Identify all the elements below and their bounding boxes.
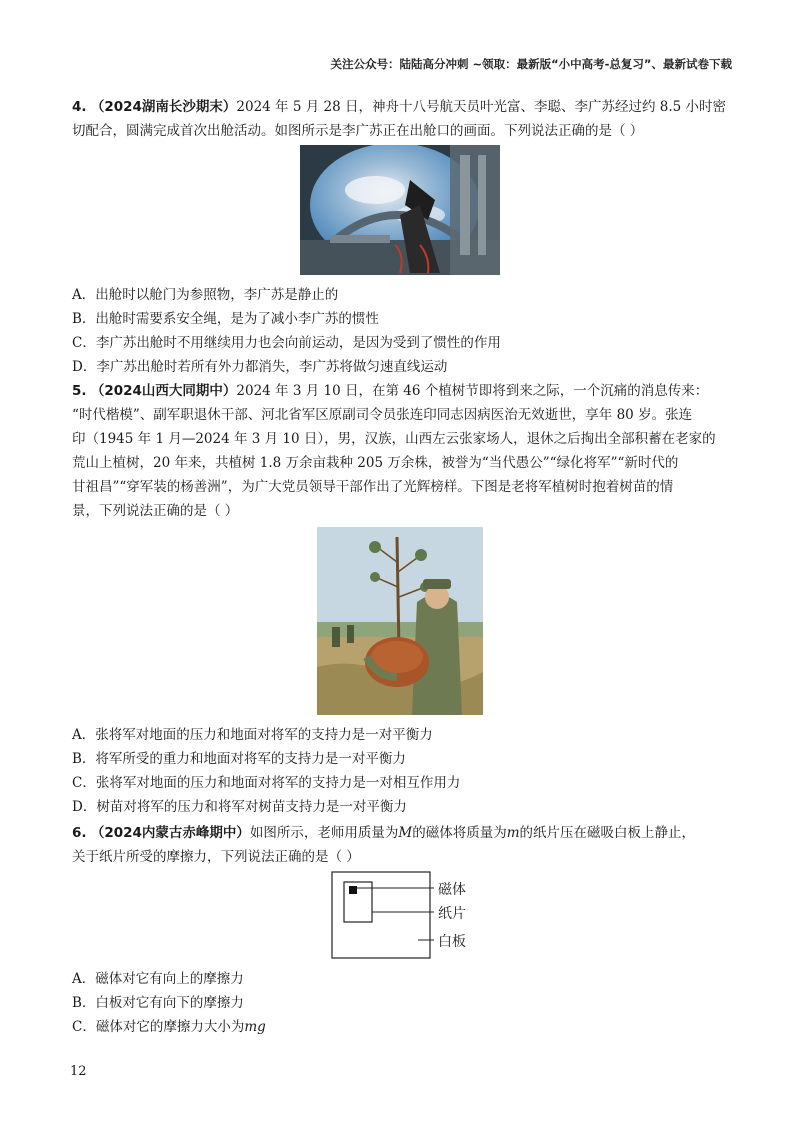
q6-source: （2024内蒙古赤峰期中） [90, 825, 250, 841]
q4-option-d[interactable]: D．李广苏出舱时若所有外力都消失，李广苏将做匀速直线运动 [72, 359, 448, 375]
q6-text-1b: 的磁体将质量为 [412, 825, 507, 841]
q5-option-b[interactable]: B．将军所受的重力和地面对将军的支持力是一对平衡力 [72, 751, 406, 767]
q5-number: 5. [72, 383, 87, 399]
q5-text-1: 2024 年 3 月 10 日，在第 46 个植树节即将到来之际，一个沉痛的消息传来： [236, 383, 709, 399]
q5-stem-line4: 荒山上植树，20 年来，共植树 1.8 万余亩栽种 205 万余株，被誉为“当代愚公”“绿化将军”“新时代的 [72, 455, 679, 471]
page-header: 关注公众号：陆陆高分冲刺 ~领取：最新版“小中高考-总复习”、最新试卷下载 [330, 57, 732, 71]
q5-stem-line3: 印（1945 年 1 月—2024 年 3 月 10 日），男，汉族，山西左云张家场人，退休之后掏出全部积蓄在老家的 [72, 431, 716, 447]
q5-stem-line2: “时代楷模”、副军职退休干部、河北省军区原副司令员张连印同志因病医治无效逝世，享年 80 岁。张连 [72, 407, 693, 423]
q6-stem-line2: 关于纸片所受的摩擦力，下列说法正确的是（ ） [72, 849, 360, 865]
q6-text-1a: 如图所示，老师用质量为 [249, 825, 399, 841]
q4-stem-line2: 切配合，圆满完成首次出舱活动。如图所示是李广苏正在出舱口的画面。下列说法正确的是（ ） [72, 123, 644, 139]
label-paper: 纸片 [438, 906, 466, 922]
q6-option-c-text: C．磁体对它的摩擦力大小为 [72, 1019, 245, 1035]
q4-source: （2024湖南长沙期末） [90, 99, 237, 115]
q6-option-a[interactable]: A．磁体对它有向上的摩擦力 [72, 971, 244, 987]
label-magnet: 磁体 [438, 882, 466, 898]
magnet-whiteboard-diagram [330, 870, 476, 962]
q6-option-c[interactable] [72, 1016, 266, 1038]
q4-option-a[interactable]: A．出舱时以舱门为参照物，李广苏是静止的 [72, 287, 339, 303]
whiteboard-outline [332, 872, 430, 958]
q4-option-b[interactable]: B．出舱时需要系安全绳，是为了减小李广苏的惯性 [72, 311, 379, 327]
q5-option-a[interactable]: A．张将军对地面的压力和地面对将军的支持力是一对平衡力 [72, 727, 433, 743]
q6-option-c-var: mg [244, 1019, 266, 1035]
label-whiteboard: 白板 [438, 934, 466, 950]
general-planting-photo [317, 527, 483, 715]
q4-option-c[interactable]: C．李广苏出舱时不用继续用力也会向前运动，是因为受到了惯性的作用 [72, 335, 501, 351]
q6-stem-line1 [72, 822, 695, 844]
page-number: 12 [70, 1064, 87, 1079]
q4-text-1: 2024 年 5 月 28 日，神舟十八号航天员叶光富、李聪、李广苏经过约 8.5 小时密 [236, 99, 727, 115]
q5-source: （2024山西大同期中） [90, 383, 237, 399]
q6-var-m: m [506, 825, 520, 841]
q4-number: 4. [72, 99, 87, 115]
q6-var-M: M [398, 825, 413, 841]
q4-stem-line1 [72, 96, 726, 118]
q6-option-b[interactable]: B．白板对它有向下的摩擦力 [72, 995, 244, 1011]
q6-number: 6. [72, 825, 87, 841]
magnet-square [349, 886, 357, 894]
astronaut-hatch-photo [300, 145, 500, 275]
q5-stem-line6: 景，下列说法正确的是（ ） [72, 503, 239, 519]
q5-stem-line1 [72, 380, 708, 402]
q6-text-1c: 的纸片压在磁吸白板上静止， [519, 825, 696, 841]
q5-option-d[interactable]: D．树苗对将军的压力和将军对树苗支持力是一对平衡力 [72, 799, 407, 815]
q5-stem-line5: 甘祖昌”“穿军装的杨善洲”，为广大党员领导干部作出了光辉榜样。下图是老将军植树时抱着树苗的情 [72, 479, 674, 495]
q5-option-c[interactable]: C．张将军对地面的压力和地面对将军的支持力是一对相互作用力 [72, 775, 461, 791]
